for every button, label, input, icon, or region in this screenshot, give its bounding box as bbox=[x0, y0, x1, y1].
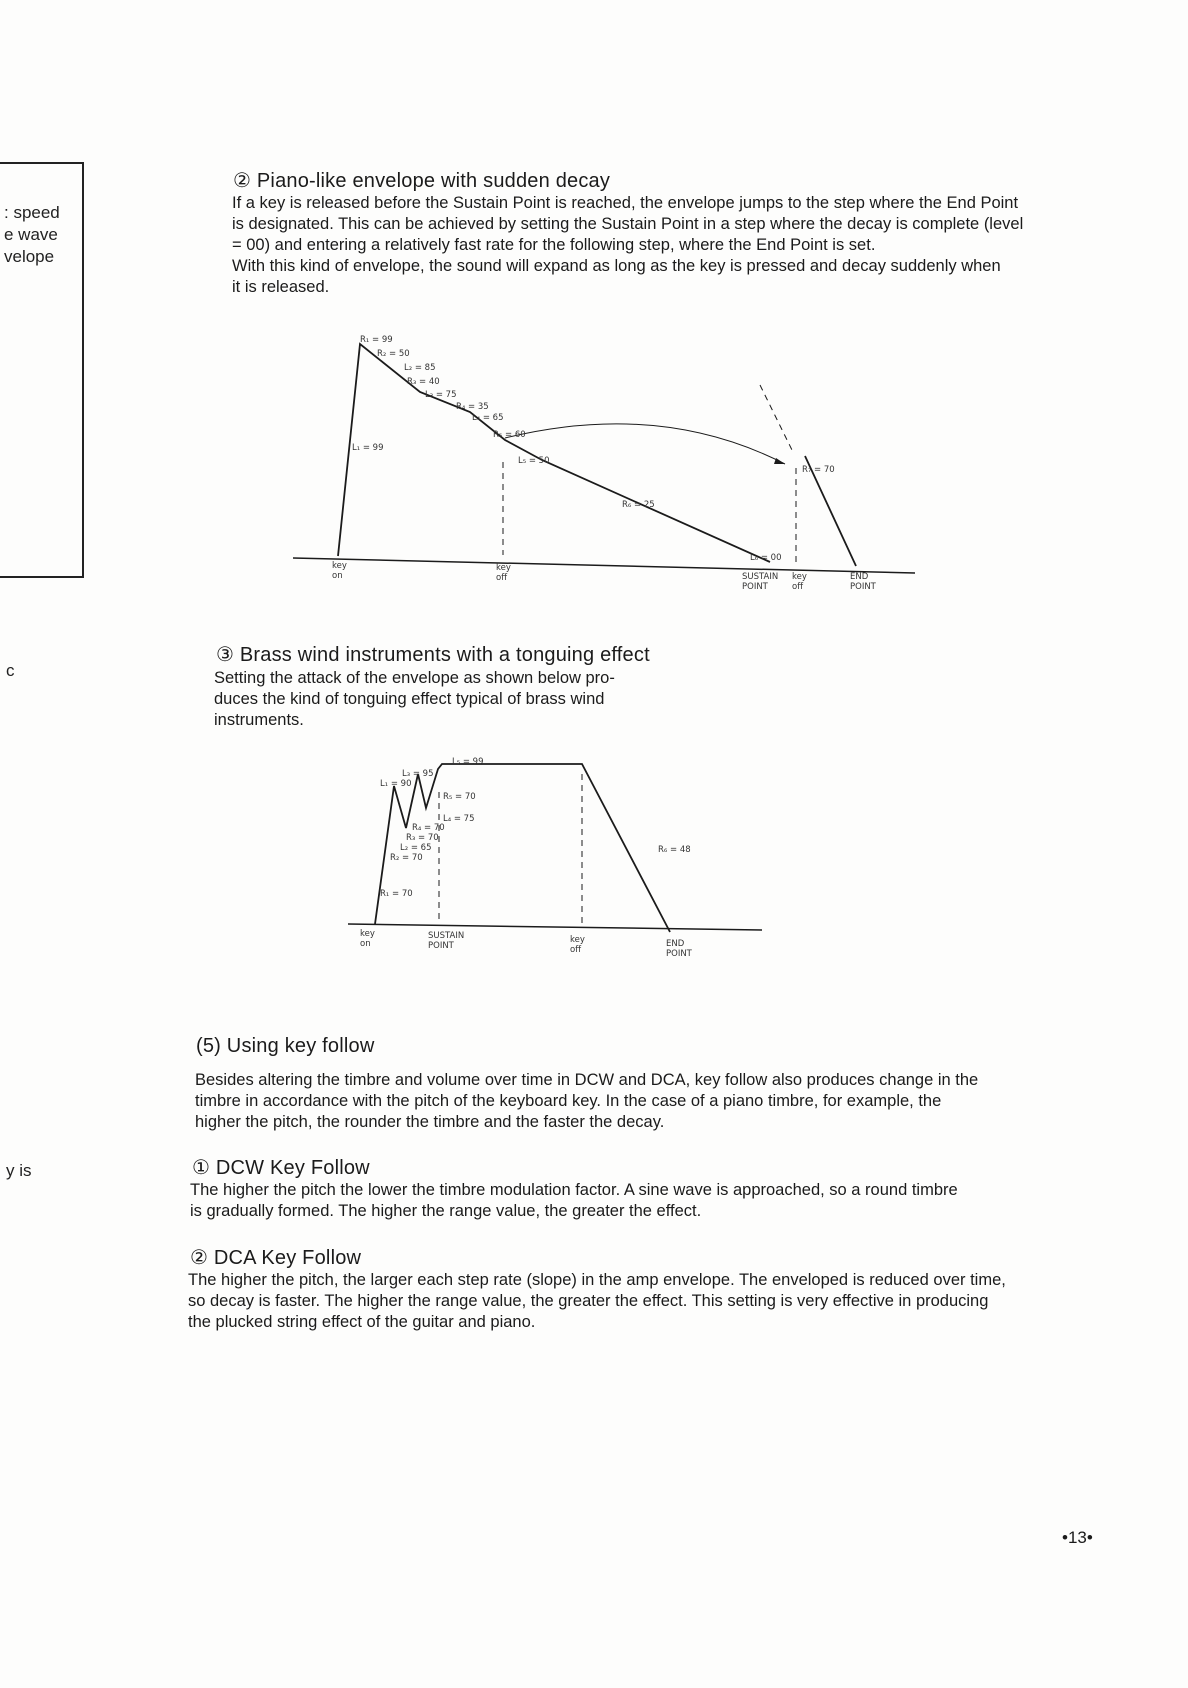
margin-fragment: : speed bbox=[4, 203, 60, 222]
section-heading: ③ Brass wind instruments with a tonguing effect bbox=[216, 644, 650, 666]
axis-label: END bbox=[850, 572, 869, 582]
paragraph-line: so decay is faster. The higher the range value, the greater the effect. This setting is very effective in producing bbox=[188, 1292, 989, 1310]
diagram-label: R₆ = 48 bbox=[658, 845, 691, 855]
diagram-label: R₆ = 25 bbox=[622, 500, 655, 510]
diagram-label: R₃ = 40 bbox=[407, 377, 440, 387]
diagram-label: L₂ = 85 bbox=[404, 363, 436, 373]
diagram-label: L₅ = 50 bbox=[518, 456, 550, 466]
axis-label: off bbox=[792, 582, 804, 592]
axis-label: SUSTAIN bbox=[742, 572, 779, 582]
section-heading: (5) Using key follow bbox=[196, 1035, 375, 1057]
envelope-line bbox=[338, 344, 770, 562]
axis-label: on bbox=[360, 939, 371, 949]
axis-label: off bbox=[496, 573, 508, 583]
paragraph-line: If a key is released before the Sustain Point is reached, the envelope jumps to the step where the End Point bbox=[232, 194, 1019, 212]
paragraph-line: is designated. This can be achieved by setting the Sustain Point in a step where the decay is complete (level bbox=[232, 215, 1024, 233]
paragraph-line: the plucked string effect of the guitar and piano. bbox=[188, 1313, 536, 1331]
axis-label: off bbox=[570, 945, 582, 955]
brass-envelope-diagram bbox=[340, 752, 780, 967]
diagram-label: R₄ = 35 bbox=[456, 402, 489, 412]
diagram-label: R₅ = 60 bbox=[493, 430, 526, 440]
guide-line bbox=[760, 385, 792, 450]
margin-fragment: velope bbox=[4, 247, 55, 266]
diagram-label: R₇ = 70 bbox=[802, 465, 835, 475]
axis-label: SUSTAIN bbox=[428, 931, 465, 941]
diagram-label: L₁ = 90 bbox=[380, 779, 412, 789]
axis-label: key bbox=[332, 561, 347, 571]
paragraph-line: timbre in accordance with the pitch of the keyboard key. In the case of a piano timbre, for example, the bbox=[195, 1092, 942, 1110]
axis-label: POINT bbox=[428, 941, 454, 951]
axis-label: key bbox=[360, 929, 375, 939]
paragraph-line: = 00) and entering a relatively fast rate for the following step, where the End Point is set. bbox=[232, 236, 876, 254]
diagram-label: L₁ = 99 bbox=[352, 443, 384, 453]
paragraph-line: higher the pitch, the rounder the timbre and the faster the decay. bbox=[195, 1113, 665, 1131]
axis-label: POINT bbox=[742, 582, 768, 592]
paragraph-line: is gradually formed. The higher the range value, the greater the effect. bbox=[190, 1202, 702, 1220]
margin-fragment: e wave bbox=[4, 225, 58, 244]
diagram-label: L₅ = 99 bbox=[452, 757, 484, 767]
paragraph-line: With this kind of envelope, the sound will expand as long as the key is pressed and decay suddenly when bbox=[232, 257, 1001, 275]
piano-envelope-diagram bbox=[280, 330, 920, 600]
axis-label: END bbox=[666, 939, 685, 949]
section-paragraph bbox=[195, 1070, 1105, 1133]
page-number: •13• bbox=[1062, 1528, 1093, 1547]
diagram-label: L₄ = 75 bbox=[443, 814, 475, 824]
diagram-label: R₂ = 50 bbox=[377, 349, 410, 359]
section-paragraph bbox=[214, 668, 708, 731]
paragraph-line: Besides altering the timbre and volume over time in DCW and DCA, key follow also produces change in the bbox=[195, 1071, 979, 1089]
time-axis bbox=[293, 558, 915, 573]
diagram-label: R₁ = 70 bbox=[380, 889, 413, 899]
section-paragraph bbox=[232, 193, 1144, 298]
axis-label: POINT bbox=[666, 949, 692, 959]
paragraph-line: instruments. bbox=[214, 711, 304, 729]
diagram-label: L₃ = 95 bbox=[402, 769, 434, 779]
diagram-label: R₂ = 70 bbox=[390, 853, 423, 863]
diagram-label: L₃ = 75 bbox=[425, 390, 457, 400]
diagram-label: R₄ = 70 bbox=[412, 823, 445, 833]
diagram-label: L₄ = 65 bbox=[472, 413, 504, 423]
axis-label: key bbox=[792, 572, 807, 582]
paragraph-line: duces the kind of tonguing effect typical of brass wind bbox=[214, 690, 605, 708]
subsection-heading: ② DCA Key Follow bbox=[190, 1247, 362, 1269]
paragraph-line: The higher the pitch the lower the timbre modulation factor. A sine wave is approached, so a round timbre bbox=[190, 1181, 958, 1199]
diagram-label: L₆ = 00 bbox=[750, 553, 782, 563]
diagram-label: L₂ = 65 bbox=[400, 843, 432, 853]
margin-fragment: c bbox=[6, 661, 15, 680]
diagram-label: R₁ = 99 bbox=[360, 335, 393, 345]
axis-label: key bbox=[496, 563, 511, 573]
section-heading: ② Piano-like envelope with sudden decay bbox=[233, 170, 611, 192]
subsection-paragraph bbox=[190, 1180, 1106, 1222]
paragraph-line: The higher the pitch, the larger each step rate (slope) in the amp envelope. The enveloped is reduced over time, bbox=[188, 1271, 1006, 1289]
diagram-label: R₃ = 70 bbox=[406, 833, 439, 843]
diagram-label: R₅ = 70 bbox=[443, 792, 476, 802]
paragraph-line: Setting the attack of the envelope as shown below pro- bbox=[214, 669, 615, 687]
time-axis bbox=[348, 924, 762, 930]
axis-label: key bbox=[570, 935, 585, 945]
subsection-heading: ① DCW Key Follow bbox=[192, 1157, 370, 1179]
axis-label: POINT bbox=[850, 582, 876, 592]
paragraph-line: it is released. bbox=[232, 278, 330, 296]
margin-fragment: y is bbox=[6, 1161, 32, 1180]
axis-label: on bbox=[332, 571, 343, 581]
subsection-paragraph bbox=[188, 1270, 1106, 1333]
